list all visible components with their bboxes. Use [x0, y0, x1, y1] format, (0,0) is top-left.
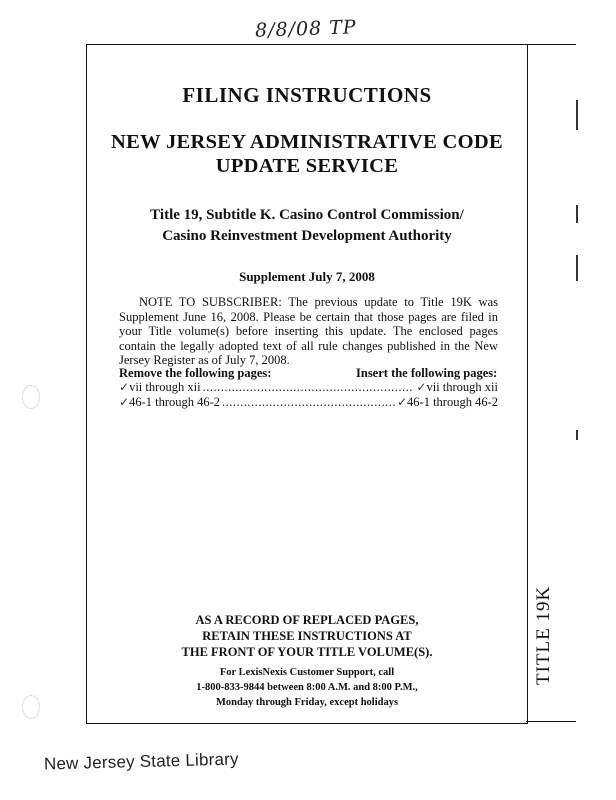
checkmark-icon: ✓ [119, 380, 130, 394]
record-instruction [86, 612, 528, 660]
insert-pages-header: Insert the following pages: [356, 366, 498, 380]
code-title-line2: UPDATE SERVICE [215, 155, 399, 177]
record-line1: AS A RECORD OF REPLACED PAGES, [195, 613, 419, 627]
edge-mark [576, 430, 578, 440]
frame-bottom-extension [526, 721, 576, 722]
support-line1: For LexisNexis Customer Support, call [219, 667, 395, 678]
leader-dots [222, 395, 395, 410]
subtitle-line2: Casino Reinvestment Development Authority [162, 228, 452, 244]
code-title-line1: NEW JERSEY ADMINISTRATIVE CODE [111, 131, 503, 153]
record-line2: RETAIN THESE INSTRUCTIONS AT [202, 629, 412, 643]
edge-mark [576, 100, 578, 130]
edge-mark [576, 205, 578, 223]
punch-hole-shadow [22, 385, 40, 409]
note-text: NOTE TO SUBSCRIBER: The previous update to Title 19K was Supplement June 16, 2008. Please be certain that those pages are filed in your Title volume(s) before inserting this update. The enclosed pages contain the legally adopted text of all rule changes published in the New Jersey Register as of July 7, 2008. [119, 295, 498, 368]
subtitle-line1: Title 19, Subtitle K. Casino Control Commission/ [150, 207, 464, 223]
table-row [119, 380, 498, 395]
library-stamp: New Jersey State Library [43, 749, 239, 774]
supplement-date: Supplement July 7, 2008 [239, 269, 375, 284]
table-row [119, 395, 498, 410]
checkmark-icon: ✓ [396, 395, 408, 409]
support-line2: 1-800-833-9844 between 8:00 A.M. and 8:00 P.M., [196, 682, 418, 693]
checkmark-icon: ✓ [119, 395, 130, 409]
remove-pages-cell: 46-1 through 46-2 [129, 395, 221, 409]
insert-pages-cell: vii through xii [426, 380, 498, 394]
edge-mark [576, 255, 578, 281]
title-tab-label: TITLE 19K [533, 585, 554, 685]
leader-dots [203, 380, 415, 395]
punch-hole-shadow [22, 695, 40, 719]
insert-pages-cell: 46-1 through 46-2 [407, 395, 498, 409]
customer-support-info [86, 665, 528, 710]
remove-pages-header: Remove the following pages: [119, 366, 272, 380]
support-line3: Monday through Friday, except holidays [215, 697, 399, 708]
checkmark-icon: ✓ [416, 380, 427, 394]
remove-pages-cell: vii through xii [129, 380, 201, 394]
page-title: FILING INSTRUCTIONS [182, 83, 432, 107]
frame-top-extension [526, 44, 576, 45]
note-to-subscriber [119, 295, 498, 368]
handwritten-date-note: 8/8/08 TP [254, 16, 358, 42]
record-line3: THE FRONT OF YOUR TITLE VOLUME(S). [181, 645, 433, 659]
